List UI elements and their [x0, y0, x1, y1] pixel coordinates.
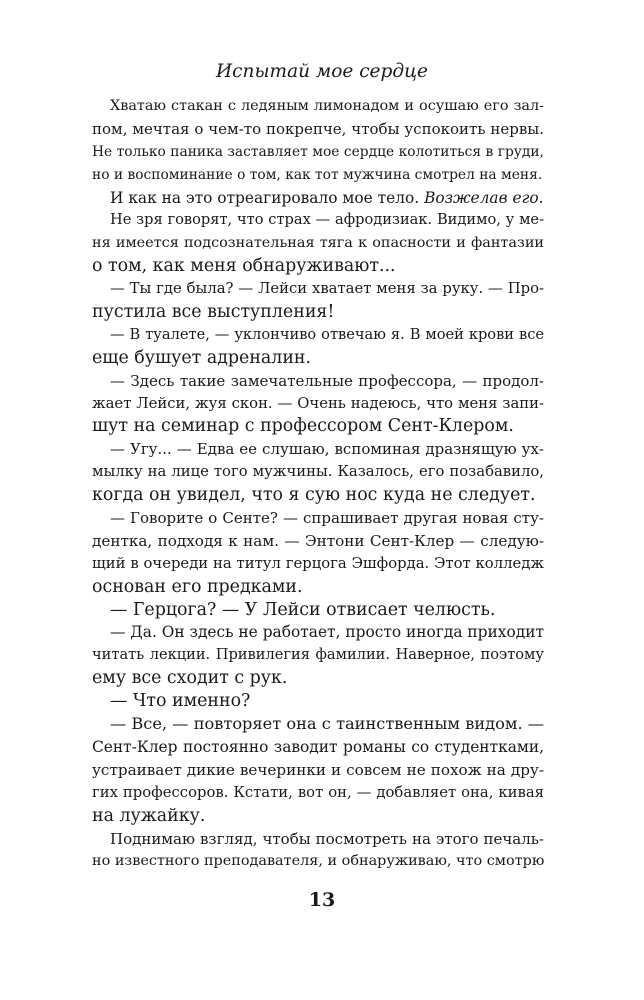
line-text: — В туалете, — уклончиво отвечаю я. В моей крови все [110, 325, 544, 343]
text-line [92, 415, 544, 438]
line-text: шут на семинар с профессором Сент-Клером. [92, 416, 514, 437]
line-text: — Угу... — Едва ее слушаю, вспоминая дразнящую ух- [110, 440, 544, 459]
line-text: ня имеется подсознательная тяга к опасности и фантазии [92, 235, 544, 252]
text-line [92, 805, 544, 828]
text-line [92, 713, 544, 736]
running-head: Испытай мое сердце [216, 61, 428, 82]
line-text: — Что именно? [110, 691, 251, 712]
line-text: щий в очереди на титул герцога Эшфорда. Этот колледж [92, 554, 544, 572]
line-text: — Герцога? — У Лейси отвисает челюсть. [110, 599, 496, 620]
line-text: Не зря говорят, что страх — афродизиак. Видимо, у ме- [110, 211, 544, 229]
line-text: основан его предками. [92, 576, 303, 597]
line-text: пустила все выступления! [92, 302, 335, 323]
text-line [92, 141, 544, 164]
line-text: ему все сходит с рук. [92, 668, 288, 689]
page-number: 13 [308, 889, 336, 911]
text-line [92, 621, 544, 644]
text-line [92, 255, 544, 278]
line-italic-text: Возжелав его. [424, 188, 544, 207]
line-text: но и воспоминание о том, как тот мужчина смотрел на меня. [92, 166, 543, 183]
line-text: читать лекции. Привилегия фамилии. Наверное, поэтому [92, 646, 544, 664]
text-line [92, 438, 544, 461]
line-text: — Все, — повторяет она с таинственным видом. — [110, 714, 544, 734]
text-line [92, 187, 544, 210]
body-text [92, 95, 544, 873]
line-text: устраивает дикие вечеринки и совсем не похож на дру- [92, 760, 544, 779]
text-line [92, 278, 544, 301]
text-line [92, 530, 544, 553]
line-text: — Да. Он здесь не работает, просто иногда приходит [110, 623, 544, 642]
line-text: Хватаю стакан с ледяным лимонадом и осушаю его зал- [110, 98, 544, 114]
line-text: гих профессоров. Кстати, вот он, — добавляет она, кивая [92, 783, 544, 801]
line-text: — Здесь такие замечательные профессора, — продол- [110, 371, 544, 390]
text-line [92, 209, 544, 232]
line-text: но известного преподавателя, и обнаруживаю, что смотрю [92, 853, 545, 870]
line-text: И как на это отреагировало мое тело. [110, 188, 425, 207]
line-text: пом, мечтая о чем-то покрепче, чтобы успокоить нервы. [92, 119, 544, 138]
text-line [92, 393, 544, 416]
text-line [92, 576, 544, 599]
text-line [92, 370, 544, 393]
text-line [92, 347, 544, 370]
line-text: мылку на лице того мужчины. Казалось, его позабавило, [92, 463, 544, 481]
text-line [92, 850, 544, 873]
line-text: — Ты где была? — Лейси хватает меня за руку. — Про- [110, 280, 544, 298]
text-line [92, 232, 544, 255]
text-line [92, 599, 544, 622]
line-text: Не только паника заставляет мое сердце колотиться в груди, [92, 143, 544, 160]
text-line [92, 118, 544, 141]
text-line [92, 164, 544, 187]
line-text: о том, как меня обнаруживают... [92, 256, 396, 277]
text-line [92, 759, 544, 782]
text-line [92, 667, 544, 690]
text-line [92, 828, 544, 851]
line-text: еще бушует адреналин. [92, 347, 312, 368]
text-line [92, 461, 544, 484]
text-line [92, 324, 544, 347]
text-line [92, 507, 544, 530]
line-text: дентка, подходя к нам. — Энтони Сент-Клер — следую- [92, 531, 544, 550]
text-line [92, 782, 544, 805]
line-text: на лужайку. [92, 805, 206, 826]
text-line [92, 553, 544, 576]
text-line [92, 644, 544, 667]
line-text: — Говорите о Сенте? — спрашивает другая новая сту- [110, 509, 544, 528]
text-line [92, 736, 544, 759]
text-line [92, 690, 544, 713]
text-line [92, 95, 544, 118]
line-text: Поднимаю взгляд, чтобы посмотреть на этого печаль- [110, 829, 544, 848]
line-text: Сент-Клер постоянно заводит романы со студентками, [92, 737, 544, 756]
line-text: когда он увидел, что я сую нос куда не следует. [92, 485, 536, 506]
text-line [92, 484, 544, 507]
text-line [92, 301, 544, 324]
line-text: жает Лейси, жуя скон. — Очень надеюсь, что меня запи- [92, 394, 544, 412]
